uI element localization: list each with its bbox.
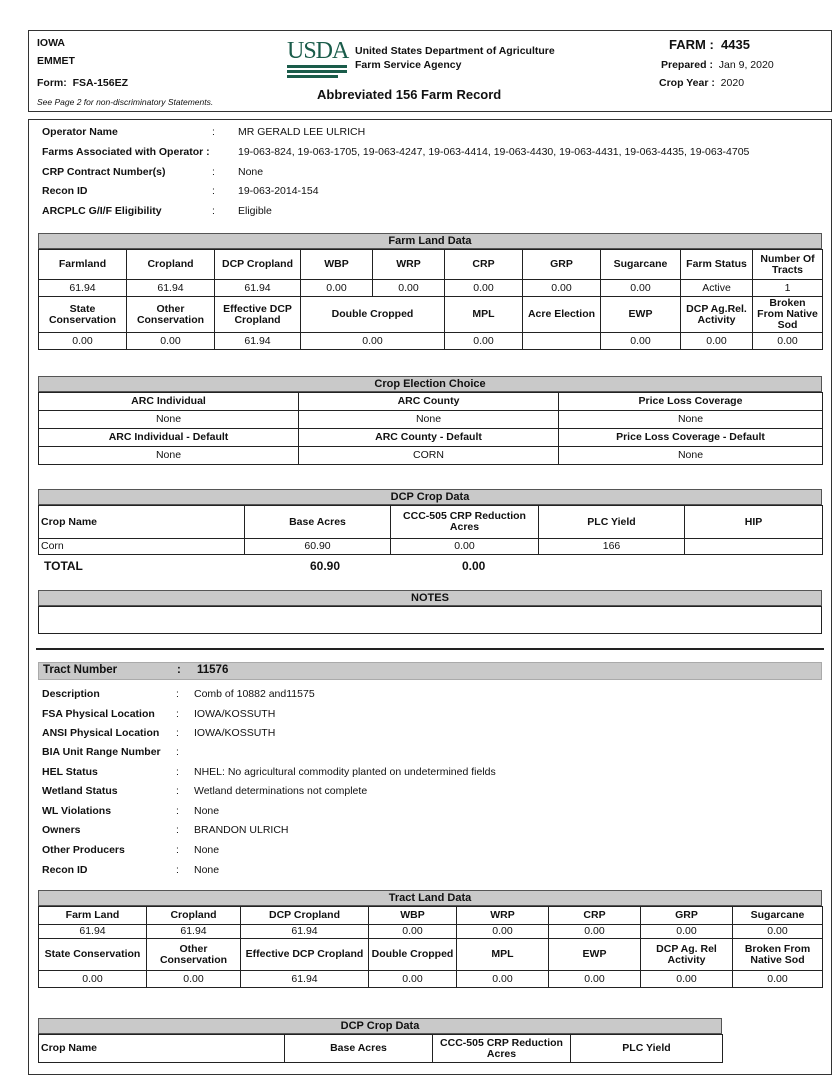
fl-h-double-cropped: Double Cropped — [301, 297, 445, 333]
tract-dcp-title: DCP Crop Data — [38, 1018, 722, 1034]
tl-h-sugarcane: Sugarcane — [733, 907, 823, 925]
tract-number-band: Tract Number : 11576 — [38, 662, 822, 680]
tdcp-h-plc-yield: PLC Yield — [571, 1035, 723, 1063]
agency-line2: Farm Service Agency — [355, 59, 462, 71]
tl-v-wbp: 0.00 — [369, 925, 457, 939]
tl-h-cropland: Cropland — [147, 907, 241, 925]
tract-ansi-location-row: ANSI Physical Location : IOWA/KOSSUTH — [42, 727, 276, 739]
tl-v-wrp: 0.00 — [457, 925, 549, 939]
tdcp-h-base-acres: Base Acres — [285, 1035, 433, 1063]
fl-h-wrp: WRP — [373, 250, 445, 280]
farm-land-title: Farm Land Data — [38, 233, 822, 249]
farms-associated: 19-063-824, 19-063-1705, 19-063-4247, 19-063-4414, 19-063-4430, 19-063-4431, 19-063-4435, 19-063-4705 — [238, 146, 750, 158]
tl-h-effective-dcp: Effective DCP Cropland — [241, 939, 369, 971]
ce-v-plc: None — [559, 411, 823, 429]
dcp-crop-title: DCP Crop Data — [38, 489, 822, 505]
ce-h-arc-individual-default: ARC Individual - Default — [39, 429, 299, 447]
dcp-v-base-acres: 60.90 — [245, 539, 391, 555]
fl-v-state-conservation: 0.00 — [39, 333, 127, 350]
fl-v-number-tracts: 1 — [753, 280, 823, 297]
tract-wetland-row: Wetland Status : Wetland determinations not complete — [42, 785, 368, 797]
fl-v-dcp-ag-rel: 0.00 — [681, 333, 753, 350]
tl-h-ewp: EWP — [549, 939, 641, 971]
operator-name-row: Operator Name : MR GERALD LEE ULRICH — [42, 126, 366, 138]
fl-h-dcp-cropland: DCP Cropland — [215, 250, 301, 280]
fl-h-acre-election: Acre Election — [523, 297, 601, 333]
tl-h-dcp-ag-rel: DCP Ag. Rel Activity — [641, 939, 733, 971]
tdcp-h-crop-name: Crop Name — [39, 1035, 285, 1063]
header-note: See Page 2 for non-discriminatory Statements. — [37, 97, 214, 107]
arcplc-row: ARCPLC G/I/F Eligibility : Eligible — [42, 205, 272, 217]
tl-v-sugarcane: 0.00 — [733, 925, 823, 939]
fl-h-number-tracts: Number Of Tracts — [753, 250, 823, 280]
crp-contract-row: CRP Contract Number(s) : None — [42, 166, 264, 178]
tl-h-wbp: WBP — [369, 907, 457, 925]
dcp-crop-table — [38, 505, 823, 555]
ce-v-arc-county: None — [299, 411, 559, 429]
tl-v-effective-dcp: 61.94 — [241, 971, 369, 988]
usda-logo — [287, 39, 347, 79]
tl-h-farm-land: Farm Land — [39, 907, 147, 925]
fl-h-farm-status: Farm Status — [681, 250, 753, 280]
fl-h-ewp: EWP — [601, 297, 681, 333]
tract-wl-violations-row: WL Violations : None — [42, 805, 220, 817]
tl-h-crp: CRP — [549, 907, 641, 925]
notes-title: NOTES — [38, 590, 822, 606]
tl-v-dcp-cropland: 61.94 — [241, 925, 369, 939]
tl-h-broken-sod: Broken From Native Sod — [733, 939, 823, 971]
fl-v-cropland: 61.94 — [127, 280, 215, 297]
dcp-h-crop-name: Crop Name — [39, 506, 245, 539]
fl-v-broken-sod: 0.00 — [753, 333, 823, 350]
fl-v-wrp: 0.00 — [373, 280, 445, 297]
fl-h-broken-sod: Broken From Native Sod — [753, 297, 823, 333]
operator-name: MR GERALD LEE ULRICH — [238, 126, 366, 138]
tract-number-value: 11576 — [197, 664, 229, 676]
fl-v-grp: 0.00 — [523, 280, 601, 297]
ce-v-arc-individual-default: None — [39, 447, 299, 465]
fl-h-state-conservation: State Conservation — [39, 297, 127, 333]
tl-v-broken-sod: 0.00 — [733, 971, 823, 988]
tl-v-grp: 0.00 — [641, 925, 733, 939]
fl-v-effective-dcp: 61.94 — [215, 333, 301, 350]
farm-land-table — [38, 249, 823, 350]
dcp-total-ccc: 0.00 — [462, 559, 486, 573]
tract-description-row: Description : Comb of 10882 and11575 — [42, 688, 315, 700]
agency-line1: United States Department of Agriculture — [355, 45, 555, 57]
fl-h-other-conservation: Other Conservation — [127, 297, 215, 333]
ce-h-arc-individual: ARC Individual — [39, 393, 299, 411]
tl-h-other-conservation: Other Conservation — [147, 939, 241, 971]
usda-logo-lines — [287, 65, 347, 78]
tl-v-mpl: 0.00 — [457, 971, 549, 988]
crop-election-title: Crop Election Choice — [38, 376, 822, 392]
fl-h-wbp: WBP — [301, 250, 373, 280]
ce-v-plc-default: None — [559, 447, 823, 465]
header-form: Form: FSA-156EZ — [37, 77, 129, 89]
crop-election-table — [38, 392, 823, 465]
dcp-h-plc-yield: PLC Yield — [539, 506, 685, 539]
dcp-v-hip — [685, 539, 823, 555]
farm-label: FARM : 4435 — [669, 37, 750, 52]
ce-v-arc-individual: None — [39, 411, 299, 429]
header-county: EMMET — [37, 55, 75, 67]
tl-h-wrp: WRP — [457, 907, 549, 925]
dcp-total-base: 60.90 — [310, 559, 341, 573]
tract-number-label: Tract Number — [43, 664, 118, 676]
tract-land-title: Tract Land Data — [38, 890, 822, 906]
tl-v-crp: 0.00 — [549, 925, 641, 939]
fl-v-ewp: 0.00 — [601, 333, 681, 350]
tl-h-dcp-cropland: DCP Cropland — [241, 907, 369, 925]
fl-v-sugarcane: 0.00 — [601, 280, 681, 297]
usda-logo-text: USDA — [287, 38, 349, 64]
ce-h-plc: Price Loss Coverage — [559, 393, 823, 411]
dcp-total-label: TOTAL — [44, 559, 83, 573]
fl-h-cropland: Cropland — [127, 250, 215, 280]
tl-v-ewp: 0.00 — [549, 971, 641, 988]
tdcp-h-ccc505: CCC-505 CRP Reduction Acres — [433, 1035, 571, 1063]
tract-bia-row: BIA Unit Range Number : — [42, 746, 179, 758]
fl-v-wbp: 0.00 — [301, 280, 373, 297]
form-number: FSA-156EZ — [72, 77, 129, 89]
fl-h-grp: GRP — [523, 250, 601, 280]
ce-h-plc-default: Price Loss Coverage - Default — [559, 429, 823, 447]
tl-v-farm-land: 61.94 — [39, 925, 147, 939]
tract-dcp-table — [38, 1034, 723, 1063]
tract-land-table — [38, 906, 823, 988]
ce-h-arc-county-default: ARC County - Default — [299, 429, 559, 447]
fl-v-farm-status: Active — [681, 280, 753, 297]
tl-h-state-conservation: State Conservation — [39, 939, 147, 971]
fl-v-acre-election — [523, 333, 601, 350]
tl-v-cropland: 61.94 — [147, 925, 241, 939]
tract-owners-row: Owners : BRANDON ULRICH — [42, 824, 289, 836]
section-divider — [36, 648, 824, 650]
dcp-h-base-acres: Base Acres — [245, 506, 391, 539]
tract-hel-row: HEL Status : NHEL: No agricultural commodity planted on undetermined fields — [42, 766, 496, 778]
farm-number: 4435 — [721, 37, 750, 52]
notes-box — [38, 606, 822, 634]
header-box — [28, 30, 832, 112]
header-state: IOWA — [37, 37, 65, 49]
tract-recon-id-row: Recon ID : None — [42, 864, 220, 876]
fl-h-farmland: Farmland — [39, 250, 127, 280]
record-title: Abbreviated 156 Farm Record — [317, 87, 502, 102]
ce-v-arc-county-default: CORN — [299, 447, 559, 465]
prepared: Prepared : Jan 9, 2020 — [661, 59, 774, 71]
tl-v-dcp-ag-rel: 0.00 — [641, 971, 733, 988]
dcp-v-crop-name: Corn — [39, 539, 245, 555]
tl-h-mpl: MPL — [457, 939, 549, 971]
fl-v-double-cropped: 0.00 — [301, 333, 445, 350]
crop-year: Crop Year : 2020 — [659, 77, 745, 89]
tract-fsa-location-row: FSA Physical Location : IOWA/KOSSUTH — [42, 708, 276, 720]
dcp-v-plc-yield: 166 — [539, 539, 685, 555]
recon-id-row: Recon ID : 19-063-2014-154 — [42, 185, 319, 197]
tl-v-other-conservation: 0.00 — [147, 971, 241, 988]
fl-v-mpl: 0.00 — [445, 333, 523, 350]
fl-h-mpl: MPL — [445, 297, 523, 333]
fl-h-crp: CRP — [445, 250, 523, 280]
fl-h-dcp-ag-rel: DCP Ag.Rel. Activity — [681, 297, 753, 333]
tl-h-double-cropped: Double Cropped — [369, 939, 457, 971]
dcp-v-ccc505: 0.00 — [391, 539, 539, 555]
ce-h-arc-county: ARC County — [299, 393, 559, 411]
tl-h-grp: GRP — [641, 907, 733, 925]
farms-associated-row: Farms Associated with Operator : 19-063-824, 19-063-1705, 19-063-4247, 19-063-4414, 19-063-4430, 19-063-4431, 19-063-4435, 19-063-4705 — [42, 146, 750, 158]
dcp-h-hip: HIP — [685, 506, 823, 539]
tl-v-double-cropped: 0.00 — [369, 971, 457, 988]
fl-v-dcp-cropland: 61.94 — [215, 280, 301, 297]
fl-v-other-conservation: 0.00 — [127, 333, 215, 350]
dcp-h-ccc505: CCC-505 CRP Reduction Acres — [391, 506, 539, 539]
tl-v-state-conservation: 0.00 — [39, 971, 147, 988]
fl-h-sugarcane: Sugarcane — [601, 250, 681, 280]
fl-v-farmland: 61.94 — [39, 280, 127, 297]
fl-h-effective-dcp: Effective DCP Cropland — [215, 297, 301, 333]
tract-other-producers-row: Other Producers : None — [42, 844, 220, 856]
fl-v-crp: 0.00 — [445, 280, 523, 297]
